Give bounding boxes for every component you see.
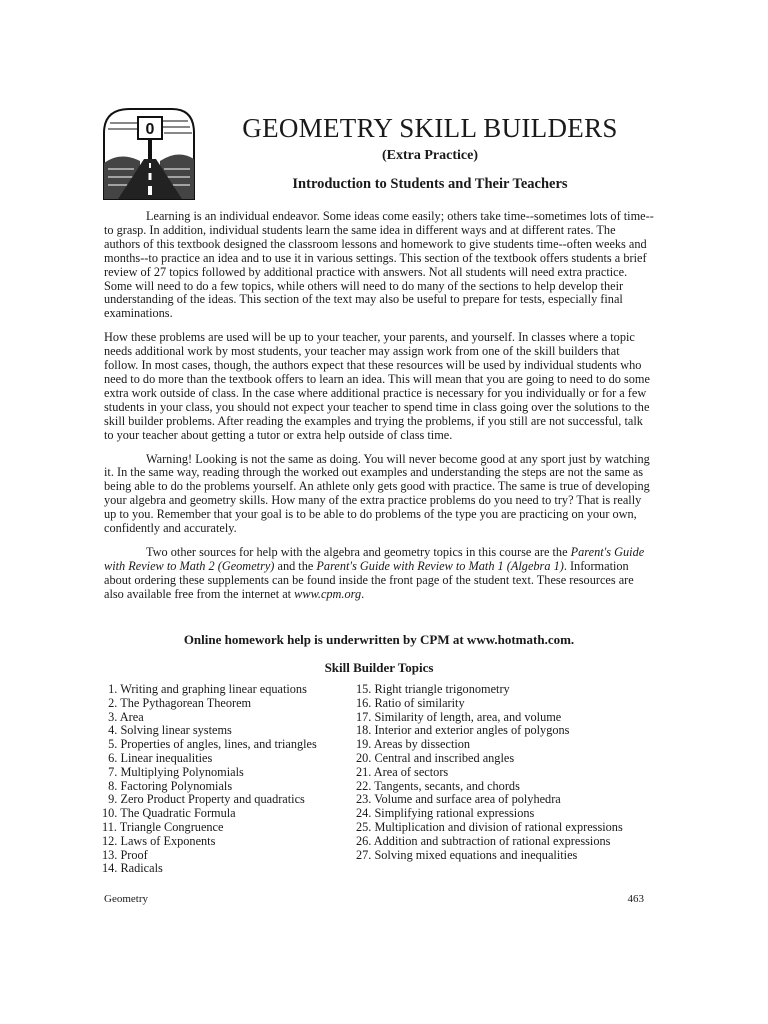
page-header [200,112,660,194]
list-item: 13. Proof [102,847,148,862]
page-number: 463 [627,893,644,905]
list-item: 14. Radicals [102,861,163,876]
list-item: 12. Laws of Exponents [102,833,216,848]
list-item: 21. Area of sectors [356,764,449,779]
parents-guide-math2: Parent's Guide with Review to Math 2 (Geometry) [104,544,645,573]
body-text [104,210,654,612]
list-item: 25. Multiplication and division of rational expressions [356,819,623,834]
intro-heading: Introduction to Students and Their Teachers [292,176,568,192]
list-item: 24. Simplifying rational expressions [356,806,535,821]
list-item: 4. Solving linear systems [102,723,232,738]
list-item: 15. Right triangle trigonometry [356,682,510,696]
paragraph-4-text-a: Two other sources for help with the algebra and geometry topics in this course are the [146,544,571,559]
paragraph-3: Warning! Looking is not the same as doing. You will never become good at any sport just by watching it. In the same way, reading through the worked out examples and understanding the steps are not the same as being able to do the problems yourself. An athlete only gets good with practice. The same is true of developing your algebra and geometry skills. How many of the extra practice problems do you need to try? That is really up to you. Remember that your goal is to be able to do problems of the type you are practicing on your own, confidently and accurately. [104,451,650,536]
road-sign-logo [100,103,198,201]
topics-list-right [356,683,623,862]
road-sign-icon [100,103,198,201]
list-item: 8. Factoring Polynomials [102,778,233,793]
footer-book-name: Geometry [104,893,148,905]
list-item: 18. Interior and exterior angles of polygons [356,723,570,738]
paragraph-4-text-c: and the [274,558,317,573]
list-item: 23. Volume and surface area of polyhedra [356,792,561,807]
paragraph-2: How these problems are used will be up to your teacher, your parents, and yourself. In classes where a topic needs additional work by most students, your teacher may assign work from one of the skill builders that follow. In most cases, though, the authors expect that these resources will be used by individual students who need to do more than the textbook offers to learn an idea. This will mean that you are going to need to do some extra work outside of class. In the case where additional practice is necessary for you individually or for a few students in your class, you should not expect your teacher to spend time in class going over the solutions to the skill builder problems. After reading the examples and trying the problems, if you still are not successful, talk to your teacher about getting a tutor or extra help outside of class time. [104,330,650,442]
list-item: 20. Central and inscribed angles [356,750,515,765]
list-item: 9. Zero Product Property and quadratics [102,792,305,807]
paragraph-4 [104,546,654,602]
paragraph-1: Learning is an individual endeavor. Some ideas come easily; others take time--sometimes lots of time--to grasp. In addition, individual students learn the same idea in different ways and at different rates. The authors of this textbook designed the classroom lessons and homework to give students time--often weeks and months--to practice an idea and to use it in various settings. This section of the textbook offers students a brief review of 27 topics followed by additional practice with answers. Not all students will need extra practice. Some will need to do a few topics, while others will need to do many of the sections to help develop their understanding of the ideas. This section of the text may also be useful to prepare for tests, especially final examinations. [104,209,654,321]
list-item: 2. The Pythagorean Theorem [102,695,252,710]
list-item: 10. The Quadratic Formula [102,806,236,821]
list-item: 27. Solving mixed equations and inequalities [356,847,578,862]
paragraph-4-text-g: . [361,586,365,601]
parents-guide-math1: Parent's Guide with Review to Math 1 (Algebra 1) [316,558,564,573]
online-help-note: Online homework help is underwritten by CPM at www.hotmath.com. [183,632,575,647]
page-subtitle: (Extra Practice) [382,148,478,163]
topics-heading: Skill Builder Topics [324,660,434,675]
list-item: 16. Ratio of similarity [356,695,465,710]
list-item: 19. Areas by dissection [356,737,471,752]
cpm-website: www.cpm.org [294,586,362,601]
list-item: 7. Multiplying Polynomials [102,764,244,779]
paragraph-4-text-e: . Information about ordering these supplements can be found inside the front page of the student text. These resources are also available free from the internet at [104,558,634,601]
list-item: 6. Linear inequalities [102,750,213,765]
list-item: 22. Tangents, secants, and chords [356,778,520,793]
sign-digit: 0 [145,121,155,138]
list-item: 17. Similarity of length, area, and volume [356,709,562,724]
list-item: 11. Triangle Congruence [102,819,224,834]
page-title: GEOMETRY SKILL BUILDERS [242,113,618,143]
topics-list-left [102,683,317,876]
list-item: 26. Addition and subtraction of rational expressions [356,833,611,848]
list-item: 3. Area [102,709,144,724]
list-item: 1. Writing and graphing linear equations [102,682,307,696]
list-item: 5. Properties of angles, lines, and triangles [102,737,317,752]
